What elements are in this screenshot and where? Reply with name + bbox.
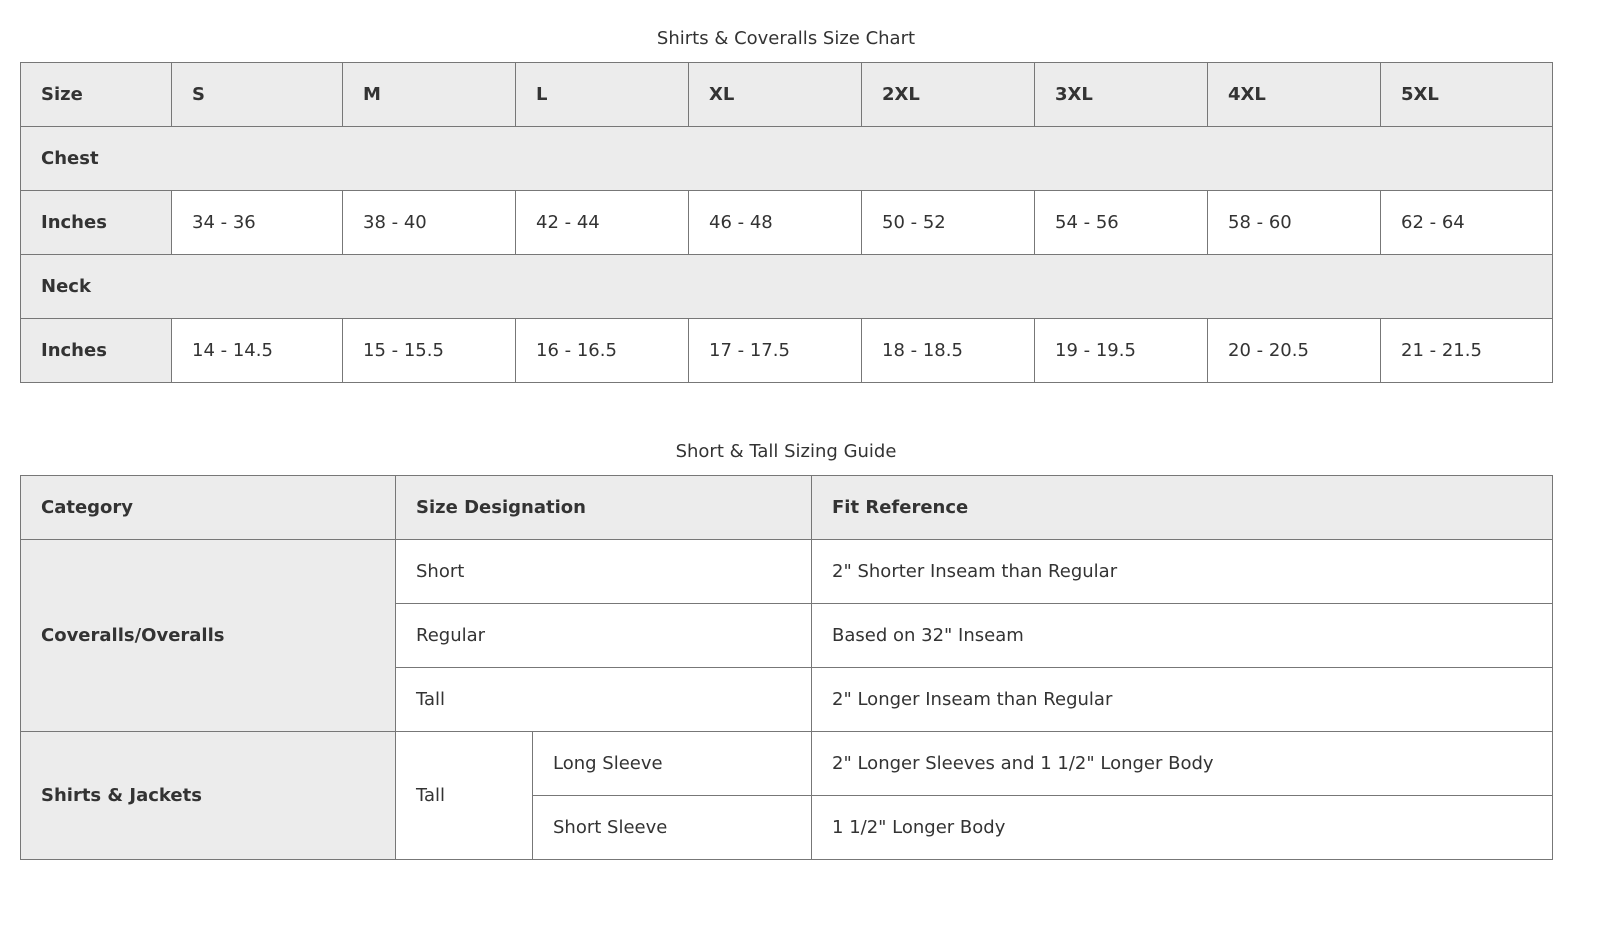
table-cell: 14 - 14.5 <box>172 319 343 383</box>
category-shirts-jackets: Shirts & Jackets <box>21 732 396 860</box>
table-cell: 62 - 64 <box>1381 191 1553 255</box>
table-cell: Short Sleeve <box>533 796 812 860</box>
table-cell: Regular <box>396 604 812 668</box>
table-cell: Based on 32" Inseam <box>812 604 1553 668</box>
section-row-neck <box>21 255 1553 319</box>
table-row <box>21 191 1553 255</box>
table-cell: 2" Longer Sleeves and 1 1/2" Longer Body <box>812 732 1553 796</box>
table-cell: Tall <box>396 668 812 732</box>
table-cell: Short <box>396 540 812 604</box>
table-cell: Long Sleeve <box>533 732 812 796</box>
size-header-l: L <box>516 63 689 127</box>
table-cell: 42 - 44 <box>516 191 689 255</box>
size-header-xl: XL <box>689 63 862 127</box>
table-row <box>21 319 1553 383</box>
size-header-3xl: 3XL <box>1035 63 1208 127</box>
size-header-4xl: 4XL <box>1208 63 1381 127</box>
table-cell: 2" Shorter Inseam than Regular <box>812 540 1553 604</box>
table-cell: 15 - 15.5 <box>343 319 516 383</box>
section-title-neck: Neck <box>21 255 1553 319</box>
sizing-guide-title: Short & Tall Sizing Guide <box>675 441 897 462</box>
table-cell: 1 1/2" Longer Body <box>812 796 1553 860</box>
table-cell: 16 - 16.5 <box>516 319 689 383</box>
fit-reference-header: Fit Reference <box>812 476 1553 540</box>
size-header-row <box>21 63 1553 127</box>
table-cell: 2" Longer Inseam than Regular <box>812 668 1553 732</box>
table-cell: 18 - 18.5 <box>862 319 1035 383</box>
table-cell: 21 - 21.5 <box>1381 319 1553 383</box>
row-label: Inches <box>21 191 172 255</box>
table-row <box>21 732 1553 796</box>
category-header: Category <box>21 476 396 540</box>
size-chart-table <box>20 62 1553 383</box>
size-chart-title: Shirts & Coveralls Size Chart <box>656 28 916 49</box>
table-cell: 34 - 36 <box>172 191 343 255</box>
size-header-m: M <box>343 63 516 127</box>
table-row <box>21 540 1553 604</box>
sizing-guide-table <box>20 475 1553 860</box>
table-cell: 19 - 19.5 <box>1035 319 1208 383</box>
table-cell: 50 - 52 <box>862 191 1035 255</box>
table-cell: 58 - 60 <box>1208 191 1381 255</box>
table-cell: 38 - 40 <box>343 191 516 255</box>
size-header-2xl: 2XL <box>862 63 1035 127</box>
table-cell: 20 - 20.5 <box>1208 319 1381 383</box>
section-title-chest: Chest <box>21 127 1553 191</box>
section-row-chest <box>21 127 1553 191</box>
category-coveralls: Coveralls/Overalls <box>21 540 396 732</box>
size-header-s: S <box>172 63 343 127</box>
table-cell: 17 - 17.5 <box>689 319 862 383</box>
size-designation-header: Size Designation <box>396 476 812 540</box>
table-cell: 54 - 56 <box>1035 191 1208 255</box>
row-label: Inches <box>21 319 172 383</box>
size-header-label: Size <box>21 63 172 127</box>
designation-tall: Tall <box>396 732 533 860</box>
guide-header-row <box>21 476 1553 540</box>
table-cell: 46 - 48 <box>689 191 862 255</box>
size-header-5xl: 5XL <box>1381 63 1553 127</box>
